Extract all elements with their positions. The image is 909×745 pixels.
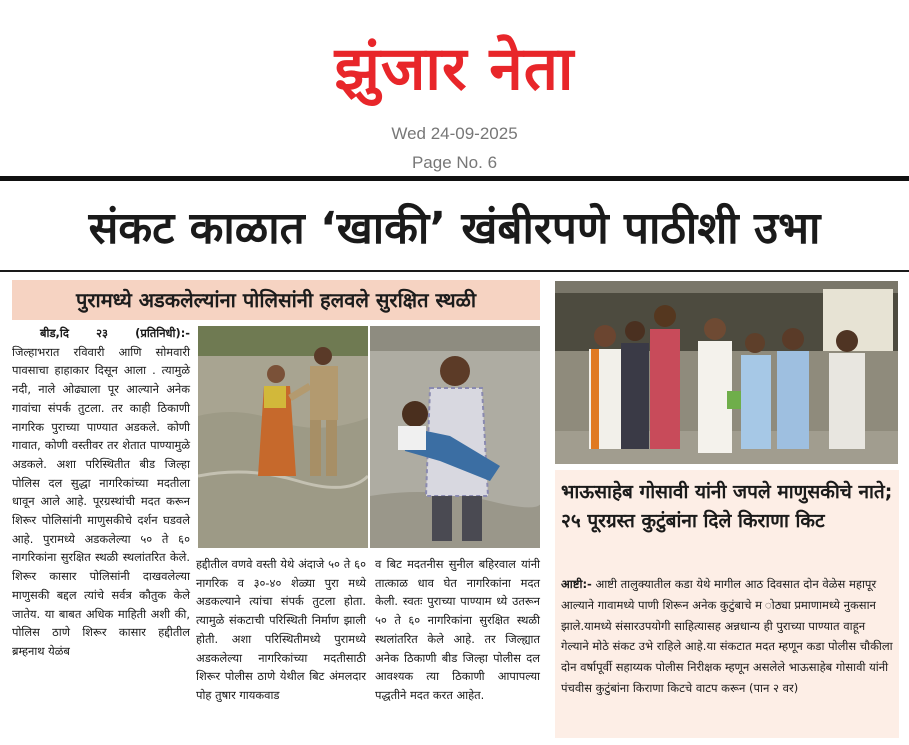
story-column-1 bbox=[12, 324, 190, 661]
left-story-subheading-text: पुरामध्ये अडकलेल्यांना पोलिसांनी हलवले सुरक्षित स्थळी bbox=[76, 288, 476, 312]
right-story-text: आष्टी तालुक्यातील कडा येथे मागील आठ दिवसात दोन वेळेस महापूर आल्याने गावामध्ये पाणी शिरून अनेक कुटुंबाचे म ोठ्या प्रमाणामध्ये नुकसान झाले.यामध्ये संसारउपयोगी साहित्यासह अन्नधान्य ही पुराच्या पाण्यात वाहून गेल्याने मोठे संकट उभे राहिले आहे.या संकटात मदत म्हणून कडा पोलीस चौकीला दोन वर्षापूर्वी सहाय्यक पोलीस निरीक्षक म्हणून असलेले भाऊसाहेब गोसावी यांनी पंचवीस कुटुंबांना किराणा किटचे वाटप करून (पान २ वर) bbox=[561, 577, 893, 695]
right-story-headline: भाऊसाहेब गोसावी यांनी जपले माणुसकीचे नाते; २५ पूरग्रस्त कुटुंबांना दिले किराणा किट bbox=[561, 481, 893, 532]
headline-divider bbox=[0, 270, 909, 272]
column-1-text: जिल्हाभरात रविवारी आणि सोमवारी पावसाचा हाहाकार दिसून आला . त्यामुळे नदी, नाले ओढ्याला पूर आल्याने अनेक गावांचा संपर्क तुटला. तर काही ठिकाणी नागरिक पुराच्या पाण्यात अडकले. कोणी गावात, कोणी वस्तीवर तर शेतात पाण्यामुळे अडकले. अशा परिस्थितीत बीड जिल्हा पोलिस दल सुद्धा नागरिकांच्या मदतीला धावून आले आहे. पूरग्रस्थांची मदत करून शिरूर पोलिसांनी माणुसकीचे दर्शन घडवले आहे. पुरामध्ये अडकलेल्या ५० ते ६० नागरिकांना सुरक्षित स्थळी स्थलांतरित केले. शिरूर कासार पोलिसांनी दाखवलेल्या माणुसकी बद्दल त्यांचे सर्वत्र कौतुक केले जातेय. या बाबत अधिक माहिती अशी की, पोलिस ठाणे शिरूर कासार हद्दीतील ब्रम्हनाथ येळंब bbox=[12, 344, 190, 658]
story-column-3 bbox=[375, 555, 540, 705]
left-story-subheading bbox=[12, 280, 540, 320]
story-column-2 bbox=[196, 555, 366, 705]
column-3-text: व बिट मदतनीस सुनील बहिरवाल यांनी तात्काळ धाव घेत नागरिकांना मदत केली. स्वतः पुराच्या पाण्याम ध्ये उतरून ५० ते ६० नागरिकांना सुरक्षित स्थळी स्थलांतरित केले आहे. तर जिल्ह्यात अनेक ठिकाणी बीड जिल्हा पोलीस दल आवश्यक त्या ठिकाणी आपापल्या पद्धतीने मदत करत आहेत. bbox=[375, 557, 540, 702]
top-divider bbox=[0, 176, 909, 181]
dateline: बीड,दि २३ (प्रतिनिधी):- bbox=[40, 326, 190, 340]
flood-rescue-photo-right bbox=[370, 326, 540, 548]
main-headline: संकट काळात ‘खाकी’ खंबीरपणे पाठीशी उभा bbox=[88, 203, 821, 254]
newspaper-logo: झुंजार नेता bbox=[334, 34, 575, 104]
child-rescue-illustration bbox=[370, 326, 540, 548]
right-story-body bbox=[561, 574, 894, 699]
group-photo-illustration bbox=[555, 281, 898, 464]
edition-date: Wed 24-09-2025 bbox=[391, 124, 518, 143]
page-number: Page No. 6 bbox=[411, 153, 498, 172]
ration-kit-distribution-photo bbox=[555, 281, 898, 464]
flood-rescue-illustration bbox=[198, 326, 368, 548]
flood-rescue-photo-left bbox=[198, 326, 368, 548]
column-2-text: हद्दीतील वणवे वस्ती येथे अंदाजे ५० ते ६० नागरिक व ३०-४० शेळ्या पुरा मध्ये अडकल्याने त्यांचा संपर्क तुटला होता. त्यामुळे संकटाची परिस्थिती निर्माण झाली होती. अशा परिस्थितीमध्ये पुरामध्ये अडकलेल्या नागरिकांच्या मदतीसाठी शिरूर पोलीस ठाणे येथील बिट अंमलदार पोह तुषार गायकवाड bbox=[196, 557, 366, 702]
right-story-dateline: आष्टी:- bbox=[561, 577, 592, 591]
